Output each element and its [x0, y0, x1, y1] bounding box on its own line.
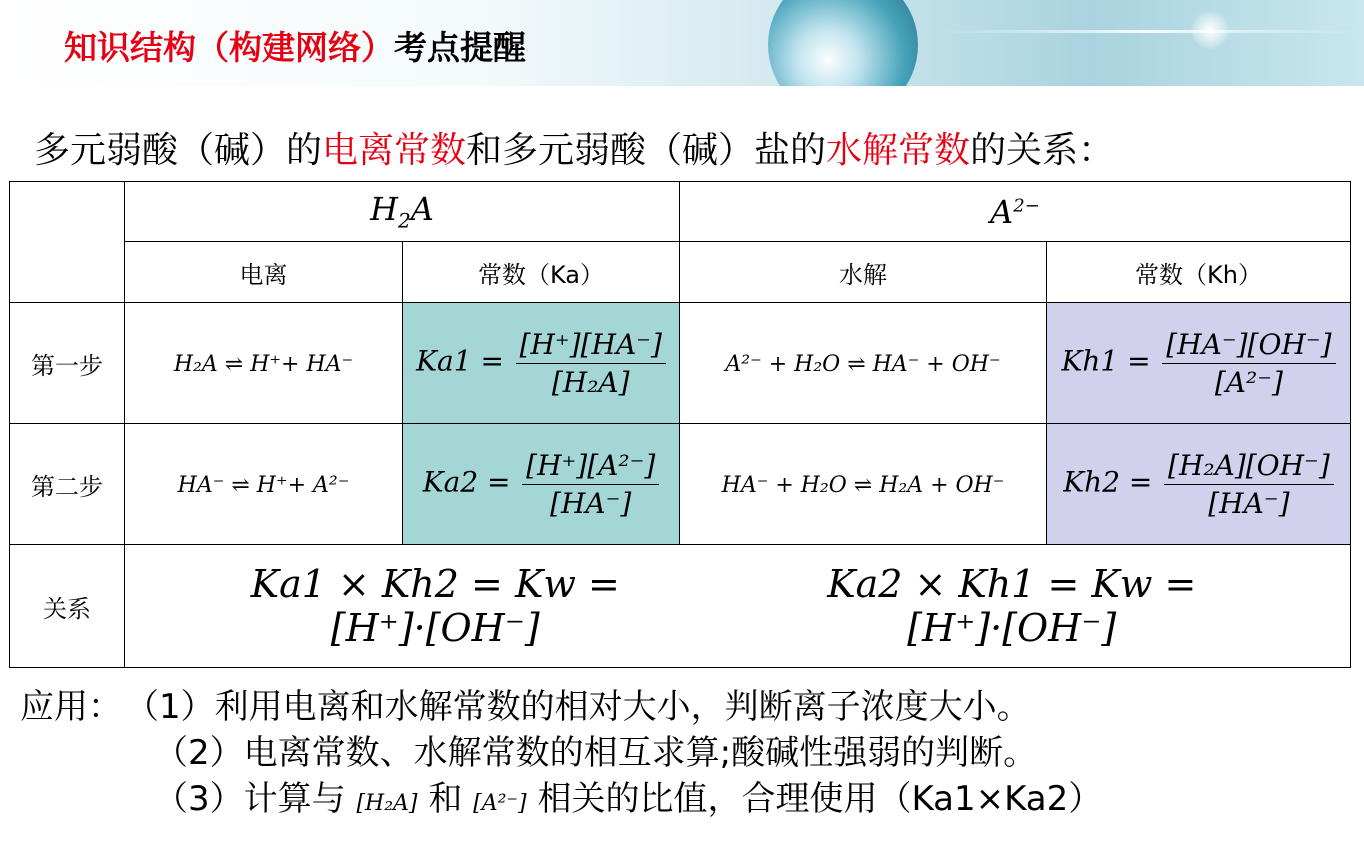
subheader-ka: 常数（Ka） — [403, 242, 680, 303]
table-subheader-row — [10, 242, 1351, 303]
row-label-relation: 关系 — [10, 545, 125, 668]
corner-cell — [10, 182, 125, 303]
step1-kh-formula: Kh1 = $\frac{[HA^-][OH^-]}{\text{[A²⁻]}}$ — [1047, 303, 1351, 424]
heading-highlight-hydrolysis: 水解常数 — [826, 130, 971, 171]
bubble-decoration — [768, 0, 918, 86]
slide-title — [64, 22, 526, 69]
step2-ionization-equation: HA⁻ ⇌ H⁺+ A²⁻ — [125, 424, 403, 545]
subheader-kh: 常数（Kh） — [1047, 242, 1351, 303]
slide-title-red: 知识结构（构建网络） — [64, 28, 394, 67]
heading-highlight-ionization: 电离常数 — [322, 130, 467, 171]
step2-ka-formula: Ka2 = $\frac{\text{[H⁺][A²⁻]}}{[HA^-]}$ — [403, 424, 680, 545]
constants-table — [9, 181, 1351, 668]
row-label-step2: 第二步 — [10, 424, 125, 545]
application-label: 应用： — [20, 687, 122, 727]
application-notes — [20, 684, 1102, 822]
row-label-step1: 第一步 — [10, 303, 125, 424]
section-heading — [34, 122, 1114, 173]
heading-text: 和多元弱酸（碱）盐的 — [466, 130, 827, 171]
light-streak-decoration — [940, 30, 1360, 33]
header-a2minus: $A^{2-}$ — [680, 182, 1351, 242]
subheader-ionization: 电离 — [125, 242, 403, 303]
application-item-2: （2）电离常数、水解常数的相互求算;酸碱性强弱的判断。 — [154, 733, 1038, 773]
relation-formula-left: Ka1 × Kh2 = Kw = [H⁺]·[OH⁻] — [250, 562, 620, 650]
relation-formula-right: Ka2 × Kh1 = Kw = [H⁺]·[OH⁻] — [827, 562, 1197, 650]
step2-hydrolysis-equation: HA⁻ + H₂O ⇌ H₂A + OH⁻ — [680, 424, 1047, 545]
slide-title-black: 考点提醒 — [394, 28, 526, 67]
table-row-relation — [10, 545, 1351, 668]
subheader-hydrolysis: 水解 — [680, 242, 1047, 303]
application-item-3: （3）计算与 [H₂A] 和 [A²⁻] 相关的比值，合理使用（Ka1×Ka2） — [154, 779, 1103, 819]
relation-cell — [125, 545, 1351, 668]
table-row-step1 — [10, 303, 1351, 424]
heading-text: 多元弱酸（碱）的 — [34, 130, 323, 171]
header-banner — [0, 0, 1364, 86]
step1-ka-formula: Ka1 = $\frac{[H^+][HA^-]}{\text{[H₂A]}}$ — [403, 303, 680, 424]
step1-ionization-equation: H₂A ⇌ H⁺+ HA⁻ — [125, 303, 403, 424]
table-row-step2 — [10, 424, 1351, 545]
heading-text: 的关系： — [970, 130, 1115, 171]
application-item-1: 应用： （1）利用电离和水解常数的相对大小，判断离子浓度大小。 — [20, 687, 1031, 727]
step1-hydrolysis-equation: A²⁻ + H₂O ⇌ HA⁻ + OH⁻ — [680, 303, 1047, 424]
table-header-row — [10, 182, 1351, 242]
header-h2a: $H_2A$ — [125, 182, 680, 242]
step2-kh-formula: Kh2 = $\frac{\text{[H₂A][OH⁻]}}{[HA^-]}$ — [1047, 424, 1351, 545]
